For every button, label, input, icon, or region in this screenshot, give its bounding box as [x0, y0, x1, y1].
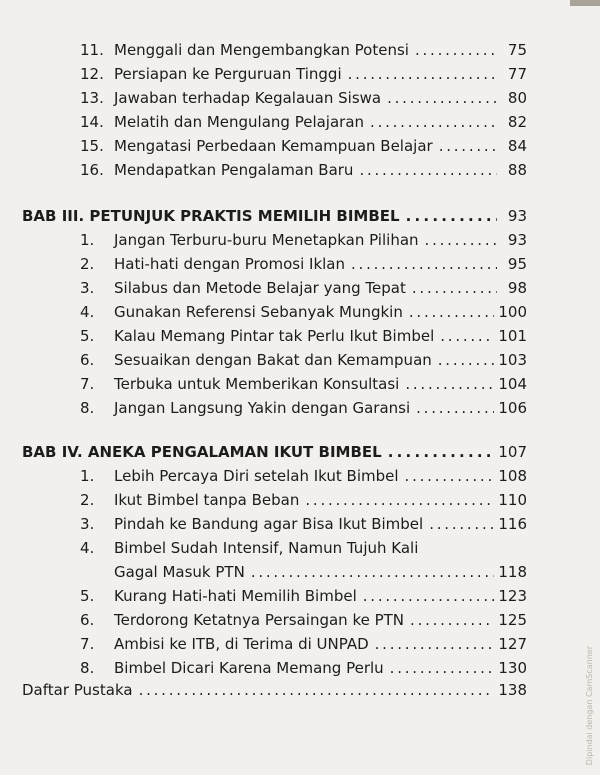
- dot-leader: [405, 374, 494, 394]
- toc-entry-title: Bimbel Sudah Intensif, Namun Tujuh Kali: [114, 539, 419, 557]
- toc-entry-page: 118: [498, 563, 527, 581]
- chapter-title: BAB IV. ANEKA PENGALAMAN IKUT BIMBEL: [22, 443, 382, 461]
- toc-entry-title: Jawaban terhadap Kegalauan Siswa: [114, 89, 382, 107]
- toc-entry: 12. Persiapan ke Perguruan Tinggi . . . 77: [80, 64, 527, 84]
- toc-entry: 7. Ambisi ke ITB, di Terima di UNPAD . . . 127: [80, 634, 527, 654]
- dot-leader: [405, 466, 495, 486]
- scanner-watermark: Dipindai dengan CamScanner: [585, 645, 594, 765]
- toc-entry-title: Lebih Percaya Diri setelah Ikut Bimbel: [114, 467, 399, 485]
- toc-entry: 13. Jawaban terhadap Kegalauan Siswa . . . 80: [80, 88, 527, 108]
- toc-entry-title: Menggali dan Mengembangkan Potensi: [114, 41, 409, 59]
- toc-entry-page: 82: [507, 113, 527, 131]
- toc-entry-page: 108: [498, 467, 527, 485]
- toc-entry-title: Jangan Terburu-buru Menetapkan Pilihan: [114, 231, 419, 249]
- toc-entry-title: Bimbel Dicari Karena Memang Perlu: [114, 659, 384, 677]
- toc-entry-title: Gunakan Referensi Sebanyak Mungkin: [114, 303, 403, 321]
- toc-entry-title: Kurang Hati-hati Memilih Bimbel: [114, 587, 357, 605]
- dot-leader: [406, 206, 497, 226]
- toc-entry: 3. Silabus dan Metode Belajar yang Tepat . . . 98: [80, 278, 527, 298]
- toc-entry: 7. Terbuka untuk Memberikan Konsultasi . . . 104: [80, 374, 527, 394]
- toc-entry-title: Mendapatkan Pengalaman Baru: [114, 161, 354, 179]
- chapter-heading: [22, 206, 527, 226]
- toc-entry-page: 93: [507, 231, 527, 249]
- toc-entry-page: 77: [507, 65, 527, 83]
- toc-entry-page: 80: [507, 89, 527, 107]
- dot-leader: [305, 490, 494, 510]
- toc-entry-page: 123: [498, 587, 527, 605]
- toc-entry-title: Kalau Memang Pintar tak Perlu Ikut Bimbel: [114, 327, 435, 345]
- toc-entry: 2. Hati-hati dengan Promosi Iklan . . . 95: [80, 254, 527, 274]
- toc-entry-page: 98: [507, 279, 527, 297]
- toc-entry-title: Sesuaikan dengan Bakat dan Kemampuan: [114, 351, 432, 369]
- dot-leader: [410, 610, 494, 630]
- toc-entry-page: 75: [507, 41, 527, 59]
- toc-entry-title: Pindah ke Bandung agar Bisa Ikut Bimbel: [114, 515, 424, 533]
- bibliography-page: 138: [498, 681, 527, 699]
- toc-entry-page: 110: [498, 491, 527, 509]
- dot-leader: [387, 88, 497, 108]
- toc-entry-page: 125: [498, 611, 527, 629]
- dot-leader: [351, 254, 497, 274]
- bibliography-title: Daftar Pustaka: [22, 681, 133, 699]
- toc-entry: 1. Lebih Percaya Diri setelah Ikut Bimbel . . . 108: [80, 466, 527, 486]
- dot-leader: [348, 64, 497, 84]
- toc-entry: 2. Ikut Bimbel tanpa Beban . . . 110: [80, 490, 527, 510]
- toc-entry: 4. Gunakan Referensi Sebanyak Mungkin . . . 100: [80, 302, 527, 322]
- chapter-title: BAB III. PETUNJUK PRAKTIS MEMILIH BIMBEL: [22, 207, 400, 225]
- toc-entry-title: Terbuka untuk Memberikan Konsultasi: [114, 375, 400, 393]
- toc-entry: 6. Terdorong Ketatnya Persaingan ke PTN . . . 125: [80, 610, 527, 630]
- toc-entry-title: Mengatasi Perbedaan Kemampuan Belajar: [114, 137, 433, 155]
- dot-leader: [363, 586, 495, 606]
- toc-entry-page: 106: [498, 399, 527, 417]
- dot-leader: [438, 350, 495, 370]
- toc-entry: 11. Menggali dan Mengembangkan Potensi . . . 75: [80, 40, 527, 60]
- toc-entry: 5. Kalau Memang Pintar tak Perlu Ikut Bimbel . . . 101: [80, 326, 527, 346]
- dot-leader: [370, 112, 497, 132]
- toc-entry-page: 101: [498, 327, 527, 345]
- toc-entry-page: 100: [498, 303, 527, 321]
- dot-leader: [416, 398, 494, 418]
- toc-entry-page: 104: [498, 375, 527, 393]
- dot-leader: [359, 160, 497, 180]
- chapter-page: 93: [507, 207, 527, 225]
- toc-entry-title: Persiapan ke Perguruan Tinggi: [114, 65, 342, 83]
- toc-entry-title: Ambisi ke ITB, di Terima di UNPAD: [114, 635, 369, 653]
- dot-leader: [440, 326, 494, 346]
- toc-entry: 15. Mengatasi Perbedaan Kemampuan Belajar . . . 84: [80, 136, 527, 156]
- toc-entry: 1. Jangan Terburu-buru Menetapkan Pilihan . . . 93: [80, 230, 527, 250]
- toc-entry-page: 116: [498, 515, 527, 533]
- dot-leader: [375, 634, 495, 654]
- dot-leader: [439, 136, 497, 156]
- toc-entry: 16. Mendapatkan Pengalaman Baru . . . 88: [80, 160, 527, 180]
- dot-leader: [429, 514, 494, 534]
- toc-entry-first-line: 4. Bimbel Sudah Intensif, Namun Tujuh Kali: [80, 539, 419, 557]
- dot-leader: [139, 680, 495, 700]
- toc-entry-page: 84: [507, 137, 527, 155]
- dot-leader: [388, 442, 495, 462]
- toc-entry-title: Jangan Langsung Yakin dengan Garansi: [114, 399, 411, 417]
- toc-entry: 3. Pindah ke Bandung agar Bisa Ikut Bimbel . . . 116: [80, 514, 527, 534]
- chapter-page: 107: [498, 443, 527, 461]
- page-edge-shadow: [570, 0, 600, 6]
- toc-entry-title: Melatih dan Mengulang Pelajaran: [114, 113, 365, 131]
- toc-entry-page: 95: [507, 255, 527, 273]
- dot-leader: [425, 230, 497, 250]
- toc-entry-continuation: [114, 562, 527, 582]
- toc-entry-title: Hati-hati dengan Promosi Iklan: [114, 255, 346, 273]
- toc-entry-page: 127: [498, 635, 527, 653]
- toc-entry-title-cont: Gagal Masuk PTN: [114, 563, 245, 581]
- toc-entry: 8. Bimbel Dicari Karena Memang Perlu . . . 130: [80, 658, 527, 678]
- toc-entry-page: 103: [498, 351, 527, 369]
- toc-entry-title: Ikut Bimbel tanpa Beban: [114, 491, 300, 509]
- bibliography-entry: [22, 680, 527, 700]
- dot-leader: [251, 562, 495, 582]
- toc-entry-page: 88: [507, 161, 527, 179]
- dot-leader: [390, 658, 495, 678]
- dot-leader: [415, 40, 497, 60]
- toc-entry-title: Terdorong Ketatnya Persaingan ke PTN: [114, 611, 405, 629]
- toc-entry-page: 130: [498, 659, 527, 677]
- dot-leader: [412, 278, 497, 298]
- chapter-heading: [22, 442, 527, 462]
- toc-entry: 8. Jangan Langsung Yakin dengan Garansi . . . 106: [80, 398, 527, 418]
- toc-entry: 6. Sesuaikan dengan Bakat dan Kemampuan . . . 103: [80, 350, 527, 370]
- toc-entry: 14. Melatih dan Mengulang Pelajaran . . . 82: [80, 112, 527, 132]
- toc-entry: 5. Kurang Hati-hati Memilih Bimbel . . . 123: [80, 586, 527, 606]
- dot-leader: [409, 302, 494, 322]
- toc-entry-title: Silabus dan Metode Belajar yang Tepat: [114, 279, 406, 297]
